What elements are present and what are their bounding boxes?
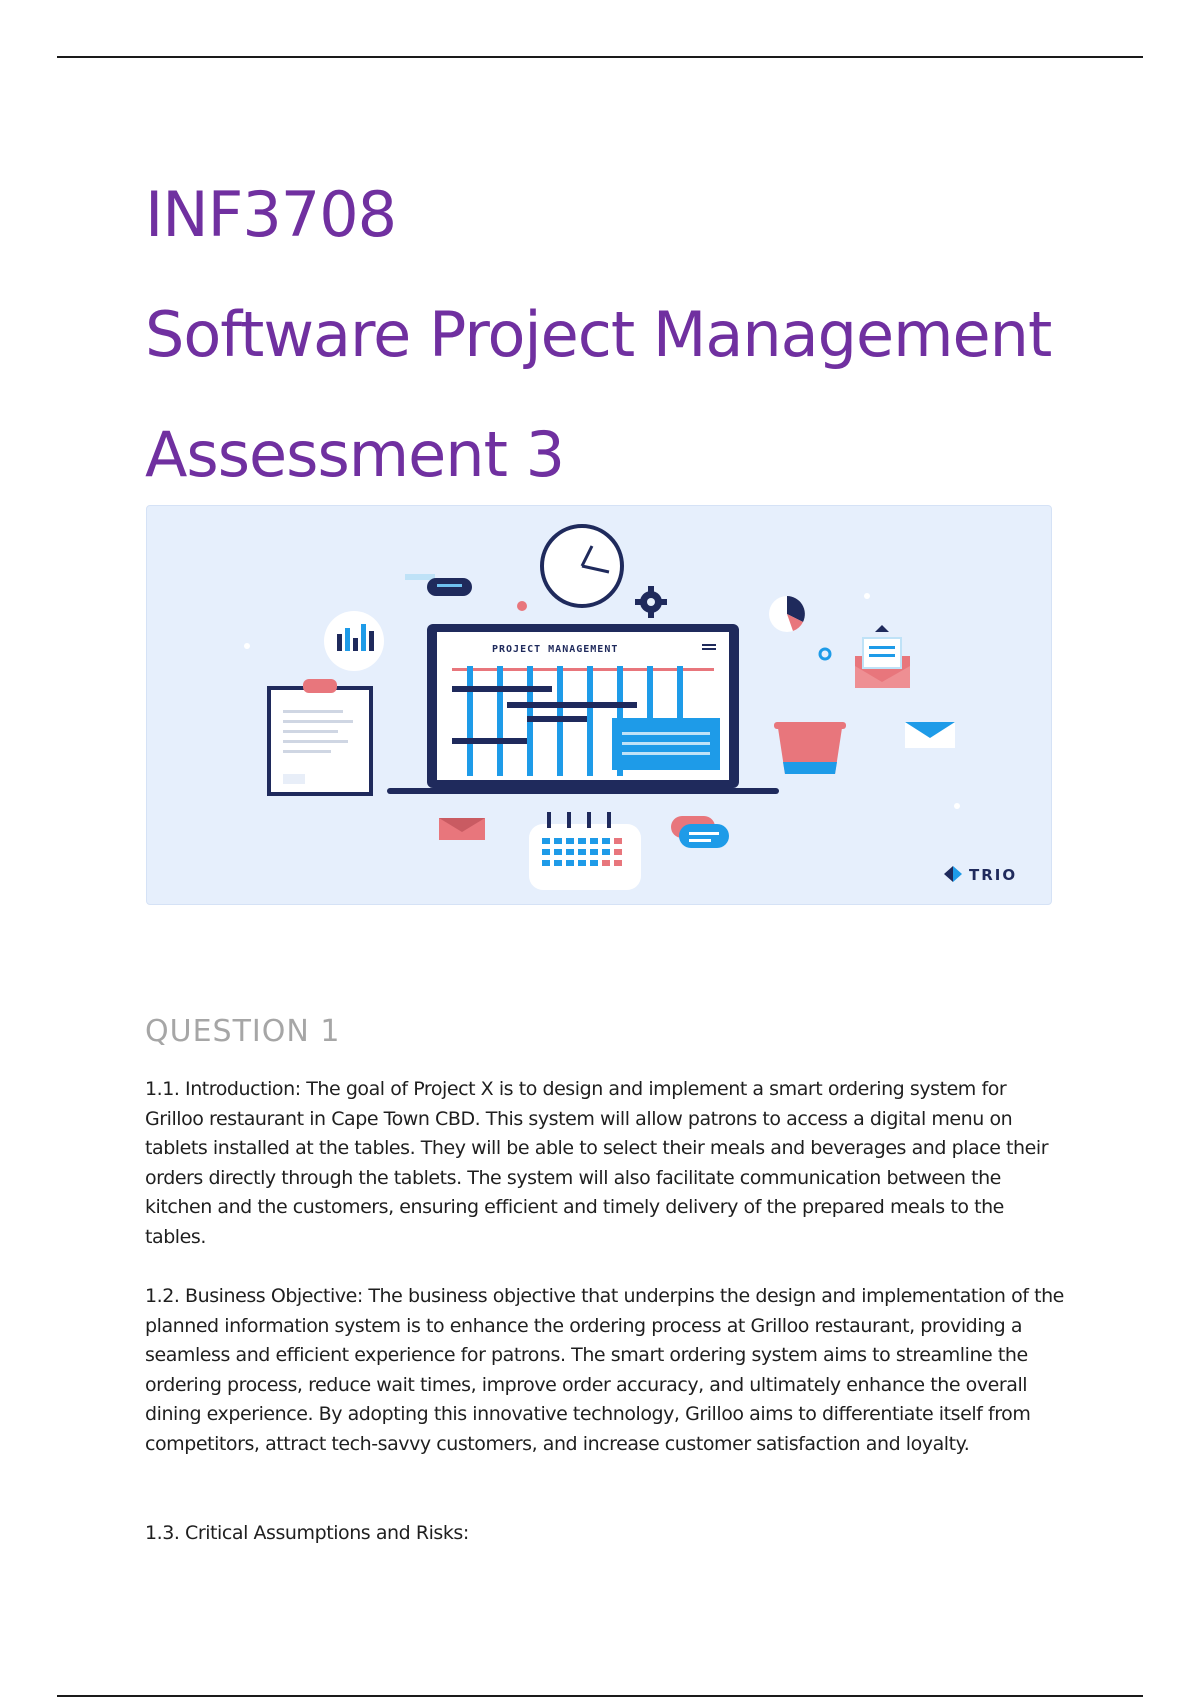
message-bubble-icon <box>671 816 729 848</box>
paragraph-introduction: 1.1. Introduction: The goal of Project X is to design and implement a smart ordering system for Grilloo restaurant in Cape Town CBD. This system will allow patrons to access a digital menu on tablets installed at the tables. They will be able to select their meals and beverages and place their orders directly through the tablets. The system will also facilitate communication between the kitchen and the customers, ensuring efficient and timely delivery of the prepared meals to the tables. <box>145 1078 1049 1248</box>
envelope-icon <box>905 722 955 748</box>
course-code: INF3708 <box>145 178 397 251</box>
gear-icon <box>635 586 667 618</box>
top-rule <box>57 56 1143 58</box>
envelope-letter-icon <box>855 625 910 688</box>
pie-chart-icon <box>769 596 805 632</box>
bottom-rule <box>57 1695 1143 1697</box>
assessment-title: Assessment 3 <box>145 418 565 491</box>
laptop-icon <box>387 624 779 794</box>
chat-bubble-icon <box>405 574 472 596</box>
clipboard-icon <box>269 679 371 794</box>
trio-logo <box>944 866 1017 884</box>
project-management-illustration <box>146 505 1052 905</box>
question-heading: QUESTION 1 <box>145 1014 341 1049</box>
coffee-cup-icon <box>774 722 846 774</box>
clock-icon <box>542 526 622 606</box>
bar-chart-icon <box>324 611 384 671</box>
calendar-icon <box>529 812 641 890</box>
ring-dot <box>820 649 830 659</box>
trio-brand: TRIO <box>969 866 1018 884</box>
course-name: Software Project Management <box>145 298 1052 371</box>
pink-dot <box>517 601 527 611</box>
paragraph-business-objective: 1.2. Business Objective: The business objective that underpins the design and implementation of the planned information system is to enhance the ordering process at Grilloo restaurant, providing a seamless and efficient experience for patrons. The smart ordering system aims to streamline the ordering process, reduce wait times, improve order accuracy, and ultimately enhance the overall dining experience. By adopting this innovative technology, Grilloo aims to differentiate itself from competitors, attract tech-savvy customers, and increase customer satisfaction and loyalty. <box>145 1285 1064 1455</box>
screen-heading: PROJECT MANAGEMENT <box>492 644 619 655</box>
mail-icon <box>439 818 485 840</box>
illustration-svg <box>147 506 1051 904</box>
paragraph-assumptions-risks: 1.3. Critical Assumptions and Risks: <box>145 1522 469 1544</box>
